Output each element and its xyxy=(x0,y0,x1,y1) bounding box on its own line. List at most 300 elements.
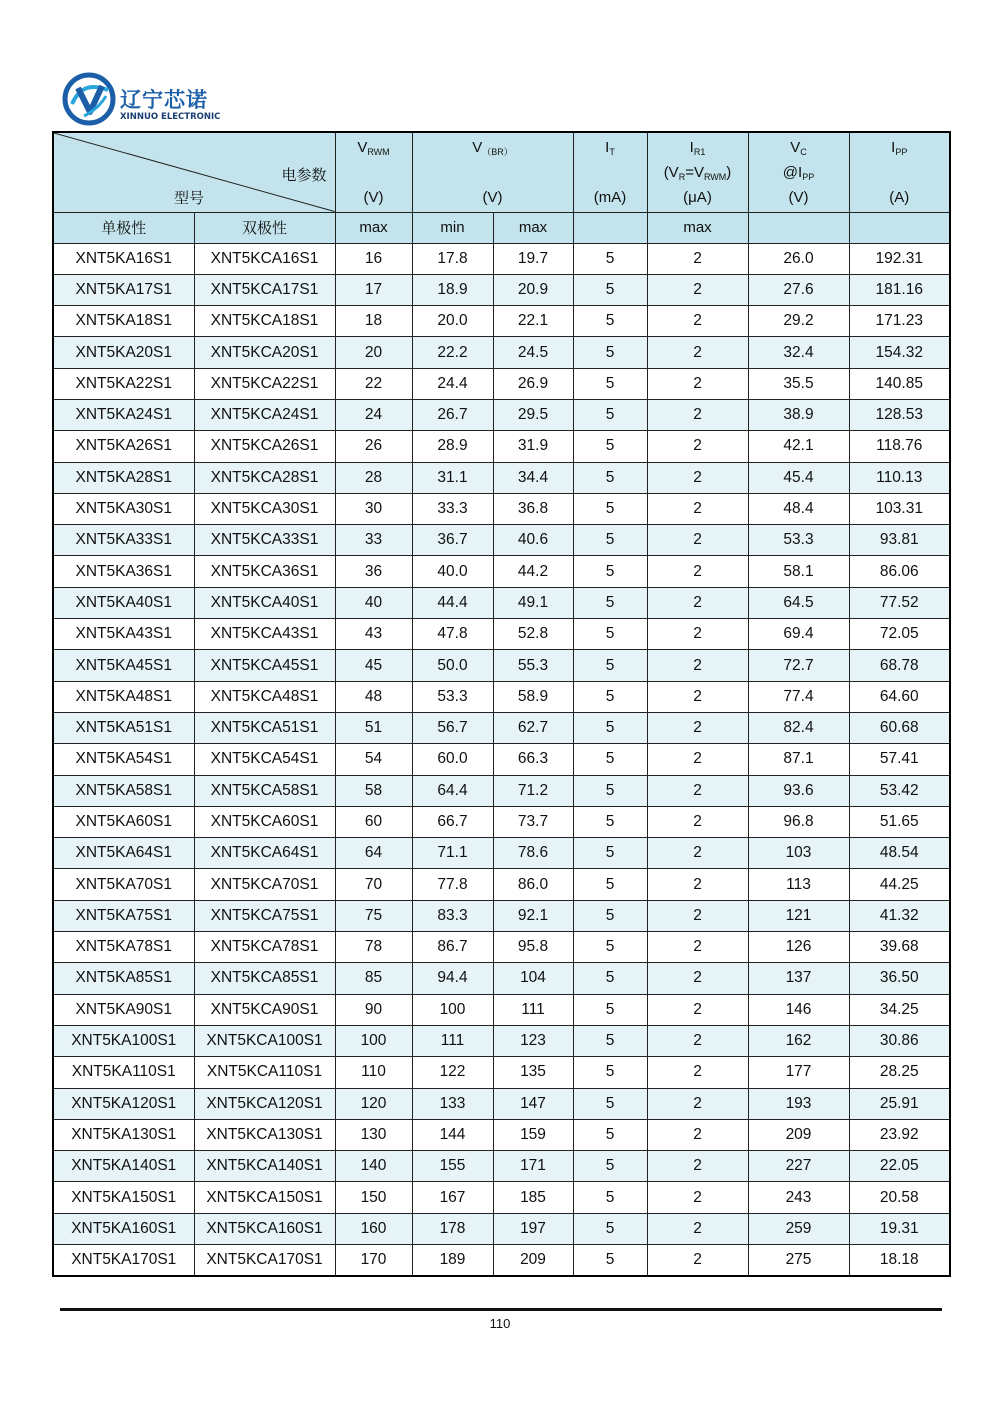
table-row xyxy=(53,681,950,712)
ipp-value: 51.65 xyxy=(849,806,950,837)
vc-value: 77.4 xyxy=(748,681,849,712)
it-value: 5 xyxy=(573,650,647,681)
unipolar-part: XNT5KA58S1 xyxy=(53,775,194,806)
ir1-value: 2 xyxy=(647,744,748,775)
table-row xyxy=(53,399,950,430)
header-row-params xyxy=(53,132,950,212)
unipolar-part: XNT5KA51S1 xyxy=(53,712,194,743)
vbr-max-header: max xyxy=(493,212,573,243)
unipolar-part: XNT5KA70S1 xyxy=(53,869,194,900)
bipolar-part: XNT5KCA75S1 xyxy=(194,900,335,931)
it-value: 5 xyxy=(573,744,647,775)
vrwm-value: 78 xyxy=(335,932,412,963)
bipolar-part: XNT5KCA18S1 xyxy=(194,306,335,337)
table-row xyxy=(53,243,950,274)
bipolar-part: XNT5KCA100S1 xyxy=(194,1025,335,1056)
vbr-min-value: 64.4 xyxy=(412,775,493,806)
ipp-value: 41.32 xyxy=(849,900,950,931)
unipolar-part: XNT5KA26S1 xyxy=(53,431,194,462)
ir1-value: 2 xyxy=(647,1057,748,1088)
table-row xyxy=(53,619,950,650)
ipp-value: 57.41 xyxy=(849,744,950,775)
unipolar-part: XNT5KA75S1 xyxy=(53,900,194,931)
vrwm-value: 130 xyxy=(335,1119,412,1150)
ir1-value: 2 xyxy=(647,963,748,994)
ir1-value: 2 xyxy=(647,1025,748,1056)
bipolar-part: XNT5KCA40S1 xyxy=(194,587,335,618)
vbr-min-value: 53.3 xyxy=(412,681,493,712)
vrwm-value: 160 xyxy=(335,1213,412,1244)
ipp-value: 64.60 xyxy=(849,681,950,712)
it-value: 5 xyxy=(573,681,647,712)
model-header-label: 型号 xyxy=(174,189,205,207)
ipp-value: 118.76 xyxy=(849,431,950,462)
vc-value: 38.9 xyxy=(748,399,849,430)
ir1-value: 2 xyxy=(647,869,748,900)
it-value: 5 xyxy=(573,900,647,931)
bipolar-part: XNT5KCA51S1 xyxy=(194,712,335,743)
it-value: 5 xyxy=(573,712,647,743)
vc-value: 48.4 xyxy=(748,493,849,524)
vbr-min-value: 178 xyxy=(412,1213,493,1244)
vbr-min-value: 66.7 xyxy=(412,806,493,837)
vc-value: 45.4 xyxy=(748,462,849,493)
ipp-value: 68.78 xyxy=(849,650,950,681)
header-row-limits xyxy=(53,212,950,243)
vc-value: 113 xyxy=(748,869,849,900)
vbr-max-value: 159 xyxy=(493,1119,573,1150)
table-row xyxy=(53,806,950,837)
vc-value: 121 xyxy=(748,900,849,931)
it-value: 5 xyxy=(573,932,647,963)
vrwm-value: 75 xyxy=(335,900,412,931)
ir1-value: 2 xyxy=(647,587,748,618)
ipp-value: 60.68 xyxy=(849,712,950,743)
vbr-max-value: 29.5 xyxy=(493,399,573,430)
company-logo xyxy=(62,72,232,130)
vrwm-value: 26 xyxy=(335,431,412,462)
vrwm-value: 16 xyxy=(335,243,412,274)
vbr-max-value: 19.7 xyxy=(493,243,573,274)
ir1-value: 2 xyxy=(647,619,748,650)
unipolar-part: XNT5KA64S1 xyxy=(53,838,194,869)
vc-value: 42.1 xyxy=(748,431,849,462)
ipp-value: 192.31 xyxy=(849,243,950,274)
vbr-max-value: 135 xyxy=(493,1057,573,1088)
vbr-max-value: 62.7 xyxy=(493,712,573,743)
bipolar-part: XNT5KCA150S1 xyxy=(194,1182,335,1213)
vc-value: 126 xyxy=(748,932,849,963)
vbr-min-value: 31.1 xyxy=(412,462,493,493)
vrwm-value: 150 xyxy=(335,1182,412,1213)
vbr-min-value: 36.7 xyxy=(412,525,493,556)
it-value: 5 xyxy=(573,838,647,869)
vrwm-value: 45 xyxy=(335,650,412,681)
ipp-value: 77.52 xyxy=(849,587,950,618)
ipp-value: 36.50 xyxy=(849,963,950,994)
vrwm-value: 36 xyxy=(335,556,412,587)
unipolar-part: XNT5KA16S1 xyxy=(53,243,194,274)
it-value: 5 xyxy=(573,1025,647,1056)
vbr-min-value: 155 xyxy=(412,1151,493,1182)
vbr-max-value: 86.0 xyxy=(493,869,573,900)
vrwm-value: 28 xyxy=(335,462,412,493)
ir1-value: 2 xyxy=(647,243,748,274)
it-value: 5 xyxy=(573,243,647,274)
vc-value: 32.4 xyxy=(748,337,849,368)
vc-value: 72.7 xyxy=(748,650,849,681)
bipolar-part: XNT5KCA85S1 xyxy=(194,963,335,994)
vrwm-value: 120 xyxy=(335,1088,412,1119)
bipolar-header: 双极性 xyxy=(194,212,335,243)
vc-value: 26.0 xyxy=(748,243,849,274)
ipp-value: 20.58 xyxy=(849,1182,950,1213)
unipolar-part: XNT5KA40S1 xyxy=(53,587,194,618)
ipp-value: 93.81 xyxy=(849,525,950,556)
table-row xyxy=(53,337,950,368)
vbr-max-value: 55.3 xyxy=(493,650,573,681)
unipolar-part: XNT5KA100S1 xyxy=(53,1025,194,1056)
table-row xyxy=(53,963,950,994)
ipp-value: 128.53 xyxy=(849,399,950,430)
vbr-max-value: 95.8 xyxy=(493,932,573,963)
vrwm-value: 18 xyxy=(335,306,412,337)
it-value: 5 xyxy=(573,587,647,618)
it-value: 5 xyxy=(573,994,647,1025)
unipolar-part: XNT5KA140S1 xyxy=(53,1151,194,1182)
vbr-min-value: 167 xyxy=(412,1182,493,1213)
vrwm-value: 64 xyxy=(335,838,412,869)
table-row xyxy=(53,1057,950,1088)
vc-value: 227 xyxy=(748,1151,849,1182)
ipp-value: 18.18 xyxy=(849,1245,950,1277)
table-row xyxy=(53,306,950,337)
vc-value: 29.2 xyxy=(748,306,849,337)
bipolar-part: XNT5KCA110S1 xyxy=(194,1057,335,1088)
param-header-label: 电参数 xyxy=(281,167,327,184)
table-row xyxy=(53,368,950,399)
table-row xyxy=(53,1245,950,1277)
bipolar-part: XNT5KCA48S1 xyxy=(194,681,335,712)
table-row xyxy=(53,712,950,743)
vbr-min-value: 133 xyxy=(412,1088,493,1119)
vbr-min-value: 144 xyxy=(412,1119,493,1150)
vrwm-value: 24 xyxy=(335,399,412,430)
ir1-value: 2 xyxy=(647,994,748,1025)
vc-value: 96.8 xyxy=(748,806,849,837)
table-row xyxy=(53,1025,950,1056)
vbr-max-value: 66.3 xyxy=(493,744,573,775)
table-row xyxy=(53,994,950,1025)
vrwm-value: 33 xyxy=(335,525,412,556)
it-header: $I_T$ (mA) xyxy=(573,132,647,212)
spec-table xyxy=(52,131,951,1277)
ir1-value: 2 xyxy=(647,556,748,587)
unipolar-part: XNT5KA48S1 xyxy=(53,681,194,712)
vc-value: 146 xyxy=(748,994,849,1025)
vbr-max-value: 49.1 xyxy=(493,587,573,618)
unipolar-part: XNT5KA160S1 xyxy=(53,1213,194,1244)
bipolar-part: XNT5KCA70S1 xyxy=(194,869,335,900)
vc-value: 137 xyxy=(748,963,849,994)
table-row xyxy=(53,1182,950,1213)
vbr-max-value: 111 xyxy=(493,994,573,1025)
vrwm-value: 85 xyxy=(335,963,412,994)
ir1-value: 2 xyxy=(647,900,748,931)
ir1-value: 2 xyxy=(647,462,748,493)
it-value: 5 xyxy=(573,1151,647,1182)
bipolar-part: XNT5KCA120S1 xyxy=(194,1088,335,1119)
table-row xyxy=(53,1151,950,1182)
ipp-value: 22.05 xyxy=(849,1151,950,1182)
bipolar-part: XNT5KCA26S1 xyxy=(194,431,335,462)
ir1-value: 2 xyxy=(647,712,748,743)
ipp-value: 53.42 xyxy=(849,775,950,806)
table-row xyxy=(53,932,950,963)
vbr-min-value: 83.3 xyxy=(412,900,493,931)
vc-value: 82.4 xyxy=(748,712,849,743)
unipolar-part: XNT5KA54S1 xyxy=(53,744,194,775)
table-row xyxy=(53,1088,950,1119)
vbr-max-value: 24.5 xyxy=(493,337,573,368)
vbr-min-value: 44.4 xyxy=(412,587,493,618)
it-value: 5 xyxy=(573,1088,647,1119)
vbr-max-value: 31.9 xyxy=(493,431,573,462)
ipp-value: 44.25 xyxy=(849,869,950,900)
page-number: 110 xyxy=(489,1316,511,1331)
ir1-limit-header: max xyxy=(647,212,748,243)
vrwm-value: 170 xyxy=(335,1245,412,1277)
ir1-value: 2 xyxy=(647,274,748,305)
table-row xyxy=(53,525,950,556)
vc-value: 93.6 xyxy=(748,775,849,806)
unipolar-header: 单极性 xyxy=(53,212,194,243)
unipolar-part: XNT5KA43S1 xyxy=(53,619,194,650)
table-row xyxy=(53,744,950,775)
it-value: 5 xyxy=(573,619,647,650)
vrwm-value: 22 xyxy=(335,368,412,399)
it-value: 5 xyxy=(573,493,647,524)
ipp-header: $I_{PP}$ (A) xyxy=(849,132,950,212)
vbr-max-value: 40.6 xyxy=(493,525,573,556)
vrwm-value: 58 xyxy=(335,775,412,806)
table-row xyxy=(53,556,950,587)
unipolar-part: XNT5KA90S1 xyxy=(53,994,194,1025)
unipolar-part: XNT5KA18S1 xyxy=(53,306,194,337)
unipolar-part: XNT5KA150S1 xyxy=(53,1182,194,1213)
unipolar-part: XNT5KA110S1 xyxy=(53,1057,194,1088)
table-row xyxy=(53,493,950,524)
vrwm-value: 110 xyxy=(335,1057,412,1088)
vbr-min-value: 33.3 xyxy=(412,493,493,524)
vbr-min-value: 40.0 xyxy=(412,556,493,587)
table-body xyxy=(53,243,950,1276)
vbr-min-value: 24.4 xyxy=(412,368,493,399)
table-row xyxy=(53,838,950,869)
vbr-min-value: 26.7 xyxy=(412,399,493,430)
footer-rule xyxy=(60,1308,942,1311)
bipolar-part: XNT5KCA43S1 xyxy=(194,619,335,650)
it-value: 5 xyxy=(573,963,647,994)
unipolar-part: XNT5KA60S1 xyxy=(53,806,194,837)
vbr-max-value: 92.1 xyxy=(493,900,573,931)
ir1-value: 2 xyxy=(647,399,748,430)
it-limit-header xyxy=(573,212,647,243)
unipolar-part: XNT5KA28S1 xyxy=(53,462,194,493)
vc-value: 35.5 xyxy=(748,368,849,399)
it-value: 5 xyxy=(573,431,647,462)
table-row xyxy=(53,650,950,681)
vbr-header: $V_{(BR)}$ (V) xyxy=(412,132,573,212)
ipp-value: 48.54 xyxy=(849,838,950,869)
ipp-value: 140.85 xyxy=(849,368,950,399)
logo-chinese-name: 辽宁芯诺 xyxy=(120,88,208,112)
vrwm-value: 40 xyxy=(335,587,412,618)
bipolar-part: XNT5KCA17S1 xyxy=(194,274,335,305)
vbr-min-value: 47.8 xyxy=(412,619,493,650)
unipolar-part: XNT5KA78S1 xyxy=(53,932,194,963)
bipolar-part: XNT5KCA170S1 xyxy=(194,1245,335,1277)
vrwm-value: 48 xyxy=(335,681,412,712)
it-value: 5 xyxy=(573,462,647,493)
vrwm-value: 17 xyxy=(335,274,412,305)
table-row xyxy=(53,775,950,806)
vbr-min-value: 22.2 xyxy=(412,337,493,368)
vrwm-value: 90 xyxy=(335,994,412,1025)
vrwm-header: $V_{RWM}$ (V) xyxy=(335,132,412,212)
ir1-value: 2 xyxy=(647,1213,748,1244)
vbr-min-value: 60.0 xyxy=(412,744,493,775)
vrwm-value: 140 xyxy=(335,1151,412,1182)
bipolar-part: XNT5KCA20S1 xyxy=(194,337,335,368)
unipolar-part: XNT5KA120S1 xyxy=(53,1088,194,1119)
vbr-max-value: 78.6 xyxy=(493,838,573,869)
vc-value: 275 xyxy=(748,1245,849,1277)
bipolar-part: XNT5KCA22S1 xyxy=(194,368,335,399)
vc-header: $V_C$ $@I_{PP}$ (V) xyxy=(748,132,849,212)
it-value: 5 xyxy=(573,525,647,556)
vbr-max-value: 20.9 xyxy=(493,274,573,305)
ir1-value: 2 xyxy=(647,1119,748,1150)
vbr-min-value: 122 xyxy=(412,1057,493,1088)
vbr-max-value: 26.9 xyxy=(493,368,573,399)
vbr-max-value: 34.4 xyxy=(493,462,573,493)
table-row xyxy=(53,869,950,900)
ipp-value: 86.06 xyxy=(849,556,950,587)
ir1-value: 2 xyxy=(647,932,748,963)
vc-value: 209 xyxy=(748,1119,849,1150)
unipolar-part: XNT5KA24S1 xyxy=(53,399,194,430)
ir1-value: 2 xyxy=(647,493,748,524)
unipolar-part: XNT5KA36S1 xyxy=(53,556,194,587)
vbr-max-value: 123 xyxy=(493,1025,573,1056)
it-value: 5 xyxy=(573,806,647,837)
table-row xyxy=(53,1119,950,1150)
it-value: 5 xyxy=(573,775,647,806)
bipolar-part: XNT5KCA130S1 xyxy=(194,1119,335,1150)
vc-value: 177 xyxy=(748,1057,849,1088)
vc-value: 58.1 xyxy=(748,556,849,587)
ipp-value: 34.25 xyxy=(849,994,950,1025)
it-value: 5 xyxy=(573,306,647,337)
vbr-min-value: 100 xyxy=(412,994,493,1025)
bipolar-part: XNT5KCA45S1 xyxy=(194,650,335,681)
ir1-value: 2 xyxy=(647,431,748,462)
it-value: 5 xyxy=(573,1057,647,1088)
ir1-header: $I_{R1}$ $(V_R=V_{RWM})$ (μA) xyxy=(647,132,748,212)
vbr-max-value: 44.2 xyxy=(493,556,573,587)
ir1-value: 2 xyxy=(647,681,748,712)
ipp-value: 154.32 xyxy=(849,337,950,368)
ipp-value: 19.31 xyxy=(849,1213,950,1244)
ir1-value: 2 xyxy=(647,1245,748,1277)
bipolar-part: XNT5KCA16S1 xyxy=(194,243,335,274)
unipolar-part: XNT5KA30S1 xyxy=(53,493,194,524)
vc-value: 64.5 xyxy=(748,587,849,618)
it-value: 5 xyxy=(573,337,647,368)
vbr-min-value: 71.1 xyxy=(412,838,493,869)
table-row xyxy=(53,1213,950,1244)
unipolar-part: XNT5KA22S1 xyxy=(53,368,194,399)
vbr-max-value: 197 xyxy=(493,1213,573,1244)
bipolar-part: XNT5KCA90S1 xyxy=(194,994,335,1025)
it-value: 5 xyxy=(573,1245,647,1277)
logo-english-name: XINNUO ELECTRONIC xyxy=(120,112,221,122)
vc-value: 53.3 xyxy=(748,525,849,556)
vbr-max-value: 71.2 xyxy=(493,775,573,806)
bipolar-part: XNT5KCA160S1 xyxy=(194,1213,335,1244)
vc-limit-header xyxy=(748,212,849,243)
bipolar-part: XNT5KCA78S1 xyxy=(194,932,335,963)
vrwm-limit-header: max xyxy=(335,212,412,243)
vbr-min-value: 50.0 xyxy=(412,650,493,681)
bipolar-part: XNT5KCA140S1 xyxy=(194,1151,335,1182)
it-value: 5 xyxy=(573,399,647,430)
vrwm-value: 70 xyxy=(335,869,412,900)
vc-value: 259 xyxy=(748,1213,849,1244)
vbr-min-header: min xyxy=(412,212,493,243)
it-value: 5 xyxy=(573,368,647,399)
vrwm-value: 30 xyxy=(335,493,412,524)
unipolar-part: XNT5KA130S1 xyxy=(53,1119,194,1150)
vc-value: 87.1 xyxy=(748,744,849,775)
ipp-limit-header xyxy=(849,212,950,243)
vbr-max-value: 185 xyxy=(493,1182,573,1213)
ipp-value: 103.31 xyxy=(849,493,950,524)
vrwm-value: 51 xyxy=(335,712,412,743)
vbr-min-value: 56.7 xyxy=(412,712,493,743)
vc-value: 103 xyxy=(748,838,849,869)
ipp-value: 30.86 xyxy=(849,1025,950,1056)
vbr-min-value: 17.8 xyxy=(412,243,493,274)
bipolar-part: XNT5KCA60S1 xyxy=(194,806,335,837)
table-row xyxy=(53,431,950,462)
ipp-value: 171.23 xyxy=(849,306,950,337)
vbr-max-value: 104 xyxy=(493,963,573,994)
it-value: 5 xyxy=(573,1213,647,1244)
vrwm-value: 43 xyxy=(335,619,412,650)
unipolar-part: XNT5KA85S1 xyxy=(53,963,194,994)
bipolar-part: XNT5KCA24S1 xyxy=(194,399,335,430)
vbr-min-value: 111 xyxy=(412,1025,493,1056)
ir1-value: 2 xyxy=(647,775,748,806)
vrwm-value: 60 xyxy=(335,806,412,837)
table-row xyxy=(53,900,950,931)
vbr-max-value: 73.7 xyxy=(493,806,573,837)
vbr-min-value: 77.8 xyxy=(412,869,493,900)
unipolar-part: XNT5KA20S1 xyxy=(53,337,194,368)
vbr-max-value: 22.1 xyxy=(493,306,573,337)
